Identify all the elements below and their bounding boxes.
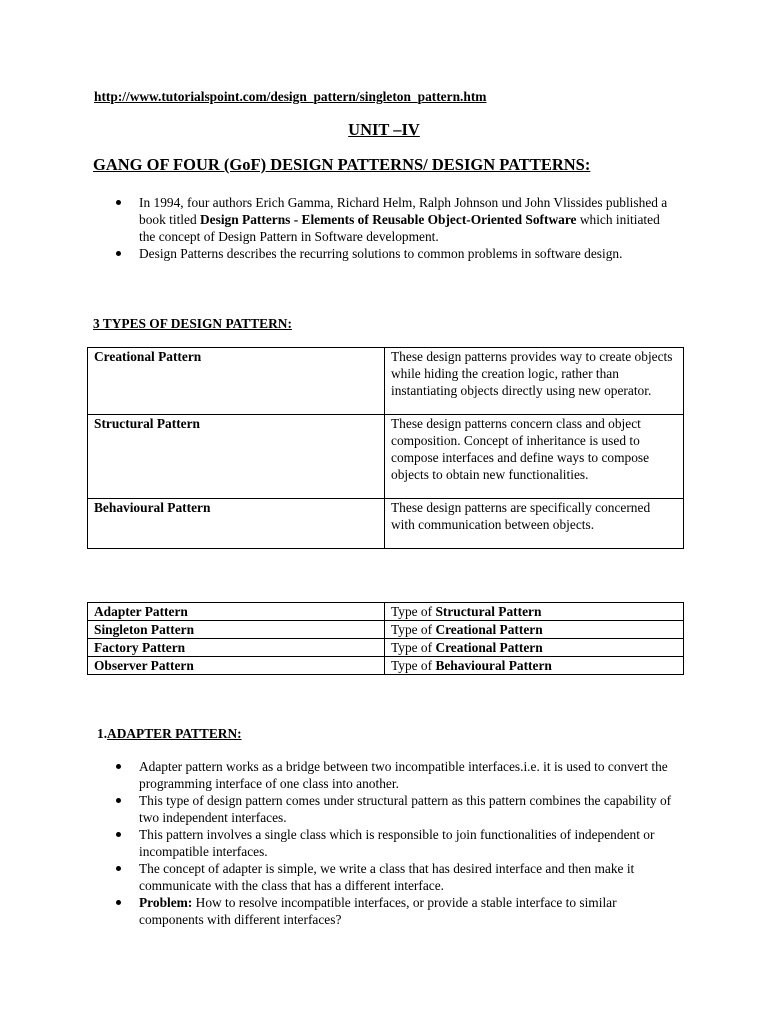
intro-bullet-2 (93, 245, 673, 262)
intro-bullet-1 (93, 194, 673, 245)
list-item-text: The concept of adapter is simple, we write a class that has desired interface and then make it communicate with the class that has a different interface. (139, 861, 635, 893)
type-prefix: Type of (391, 658, 436, 673)
list-item-text: This type of design pattern comes under structural pattern as this pattern combines the capability of two independent interfaces. (139, 793, 672, 825)
adapter-bullet-list (93, 758, 683, 928)
bullet-icon (116, 200, 121, 205)
list-item-text: Adapter pattern works as a bridge between two incompatible interfaces.i.e. it is used to convert the programming interface of one class into another. (139, 759, 668, 791)
bullet-icon (116, 798, 121, 803)
intro-bullet-1-text-a: In 1994, four authors Erich Gamma, Richard Helm, Ralph Johnson und John Vlissides published a book titled (139, 195, 668, 227)
list-item (93, 860, 683, 894)
problem-label: Problem: (139, 895, 193, 910)
type-value: Creational Pattern (435, 640, 543, 655)
table-row (88, 639, 684, 657)
pattern-types-table (87, 347, 684, 549)
adapter-heading (97, 725, 242, 742)
intro-bullet-1-text-b: which initiated the concept of Design Pattern in Software development. (139, 212, 660, 244)
table-row (88, 415, 684, 499)
table-row (88, 657, 684, 675)
types-heading: 3 TYPES OF DESIGN PATTERN: (93, 316, 292, 331)
pattern-type-description: These design patterns concern class and object composition. Concept of inheritance is used to compose interfaces and define ways to compose objects to obtain new functionalities. (385, 415, 684, 499)
source-url-link[interactable]: http://www.tutorialspoint.com/design_pattern/singleton_pattern.htm (94, 89, 487, 104)
list-item (93, 792, 683, 826)
pattern-type-name: Creational Pattern (88, 348, 385, 415)
table-row (88, 621, 684, 639)
type-prefix: Type of (391, 640, 436, 655)
pattern-type-description: These design patterns provides way to create objects while hiding the creation logic, rather than instantiating objects directly using new operator. (385, 348, 684, 415)
list-item-text: This pattern involves a single class which is responsible to join functionalities of independent or incompatible interfaces. (139, 827, 655, 859)
intro-bullet-list (93, 194, 673, 262)
type-prefix: Type of (391, 622, 436, 637)
bullet-icon (116, 764, 121, 769)
bullet-icon (116, 251, 121, 256)
problem-text: How to resolve incompatible interfaces, or provide a stable interface to similar components with different interfaces? (139, 895, 617, 927)
intro-bullet-2-text: Design Patterns describes the recurring solutions to common problems in software design. (139, 246, 623, 261)
list-item (93, 758, 683, 792)
section-number: 1. (97, 726, 108, 741)
type-prefix: Type of (391, 604, 436, 619)
bullet-icon (116, 866, 121, 871)
pattern-type-description: These design patterns are specifically concerned with communication between objects. (385, 499, 684, 549)
pattern-name: Observer Pattern (88, 657, 385, 675)
pattern-type-name: Behavioural Pattern (88, 499, 385, 549)
list-item (93, 826, 683, 860)
main-heading: GANG OF FOUR (GoF) DESIGN PATTERNS/ DESIGN PATTERNS: (93, 155, 591, 174)
book-title: Design Patterns - Elements of Reusable Object-Oriented Software (200, 212, 577, 227)
table-row (88, 499, 684, 549)
pattern-name: Adapter Pattern (88, 603, 385, 621)
bullet-icon (116, 832, 121, 837)
pattern-category (385, 639, 684, 657)
section-title: ADAPTER PATTERN: (107, 726, 242, 741)
pattern-type-name: Structural Pattern (88, 415, 385, 499)
pattern-category (385, 603, 684, 621)
pattern-classification-table (87, 602, 684, 675)
type-value: Creational Pattern (435, 622, 543, 637)
pattern-category (385, 657, 684, 675)
bullet-icon (116, 900, 121, 905)
type-value: Structural Pattern (435, 604, 542, 619)
table-row (88, 348, 684, 415)
pattern-category (385, 621, 684, 639)
pattern-name: Factory Pattern (88, 639, 385, 657)
table-row (88, 603, 684, 621)
unit-title: UNIT –IV (348, 120, 420, 139)
problem-item (93, 894, 683, 928)
pattern-name: Singleton Pattern (88, 621, 385, 639)
type-value: Behavioural Pattern (435, 658, 552, 673)
